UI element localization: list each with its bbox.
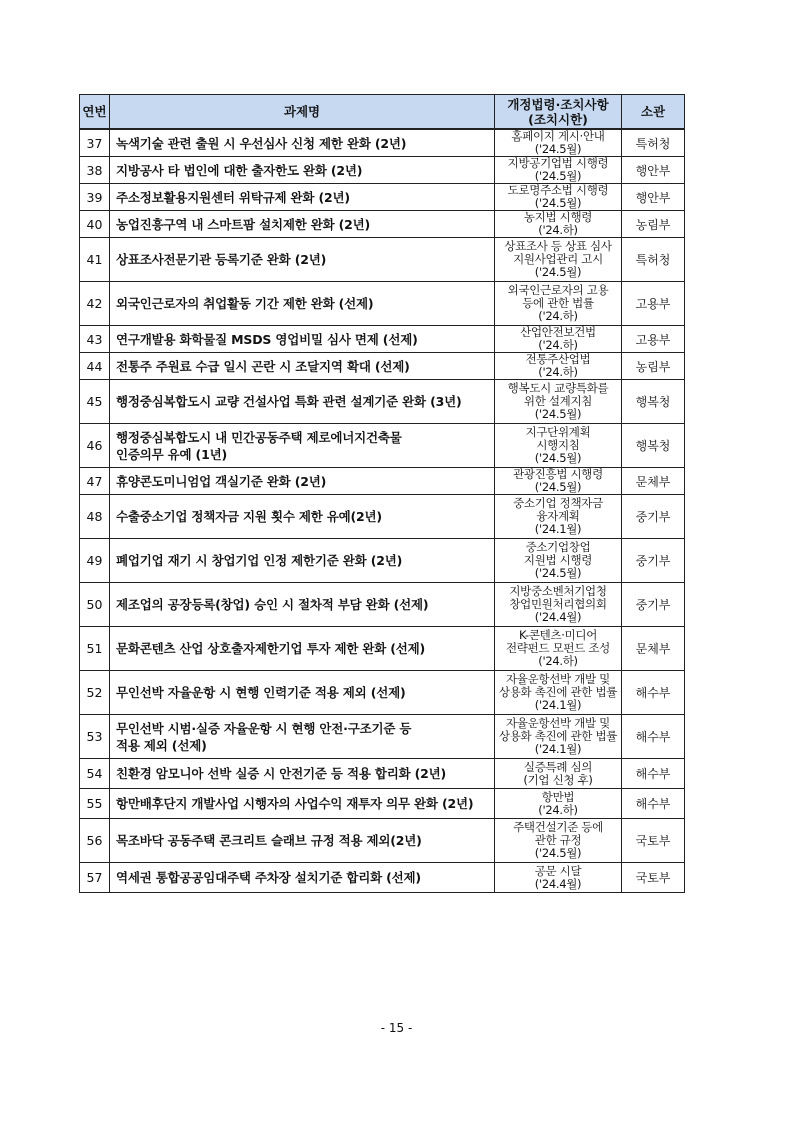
row-dept: 중기부 xyxy=(622,539,685,583)
row-number: 39 xyxy=(80,184,110,211)
row-number: 55 xyxy=(80,789,110,819)
row-number: 44 xyxy=(80,353,110,380)
row-dept: 고용부 xyxy=(622,282,685,326)
row-law: 도로명주소법 시행령 ('24.5월) xyxy=(495,184,622,211)
table-row xyxy=(80,819,685,863)
row-number: 50 xyxy=(80,583,110,627)
table-row xyxy=(80,583,685,627)
row-dept: 문체부 xyxy=(622,468,685,495)
table-row xyxy=(80,211,685,238)
row-number: 45 xyxy=(80,380,110,424)
row-title: 역세권 통합공공임대주택 주차장 설치기준 합리화 (선제) xyxy=(110,863,495,893)
table-row xyxy=(80,424,685,468)
row-dept: 해수부 xyxy=(622,715,685,759)
row-number: 46 xyxy=(80,424,110,468)
table-row xyxy=(80,326,685,353)
table-row xyxy=(80,238,685,282)
header-no: 연번 xyxy=(80,95,110,130)
regulation-table xyxy=(79,94,685,893)
row-law: 자율운항선박 개발 및 상용화 촉진에 관한 법률 ('24.1월) xyxy=(495,671,622,715)
row-law: K-콘텐츠·미디어 전략펀드 모펀드 조성 ('24.하) xyxy=(495,627,622,671)
row-number: 47 xyxy=(80,468,110,495)
row-title: 외국인근로자의 취업활동 기간 제한 완화 (선제) xyxy=(110,282,495,326)
row-dept: 고용부 xyxy=(622,326,685,353)
table-row xyxy=(80,157,685,184)
row-law: 외국인근로자의 고용 등에 관한 법률 ('24.하) xyxy=(495,282,622,326)
row-title: 무인선박 자율운항 시 현행 인력기준 적용 제외 (선제) xyxy=(110,671,495,715)
table-header-row xyxy=(80,95,685,130)
header-title: 과제명 xyxy=(110,95,495,130)
row-title: 무인선박 시범·실증 자율운항 시 현행 안전·구조기준 등 적용 제외 (선제) xyxy=(110,715,495,759)
row-law: 실증특례 심의 (기업 신청 후) xyxy=(495,759,622,789)
table-row xyxy=(80,627,685,671)
header-dept: 소관 xyxy=(622,95,685,130)
row-law: 농지법 시행령 ('24.하) xyxy=(495,211,622,238)
row-law: 공문 시달 ('24.4월) xyxy=(495,863,622,893)
row-number: 52 xyxy=(80,671,110,715)
row-dept: 특허청 xyxy=(622,129,685,157)
row-dept: 행안부 xyxy=(622,157,685,184)
row-number: 51 xyxy=(80,627,110,671)
row-law: 행복도시 교량특화를 위한 설계지침 ('24.5월) xyxy=(495,380,622,424)
table-row xyxy=(80,380,685,424)
row-title: 항만배후단지 개발사업 시행자의 사업수익 재투자 의무 완화 (2년) xyxy=(110,789,495,819)
row-law: 중소기업창업 지원법 시행령 ('24.5월) xyxy=(495,539,622,583)
row-dept: 해수부 xyxy=(622,789,685,819)
table-row xyxy=(80,495,685,539)
row-dept: 중기부 xyxy=(622,495,685,539)
row-law: 지방중소벤처기업청 창업민원처리협의회 ('24.4월) xyxy=(495,583,622,627)
row-dept: 행복청 xyxy=(622,424,685,468)
row-dept: 국토부 xyxy=(622,819,685,863)
row-number: 40 xyxy=(80,211,110,238)
table-row xyxy=(80,715,685,759)
row-law: 지방공기업법 시행령 ('24.5월) xyxy=(495,157,622,184)
row-law: 항만법 ('24.하) xyxy=(495,789,622,819)
row-dept: 해수부 xyxy=(622,759,685,789)
header-law: 개정법령·조치사항 (조치시한) xyxy=(495,95,622,130)
row-title: 목조바닥 공동주택 콘크리트 슬래브 규정 적용 제외(2년) xyxy=(110,819,495,863)
row-number: 42 xyxy=(80,282,110,326)
row-dept: 행안부 xyxy=(622,184,685,211)
row-number: 53 xyxy=(80,715,110,759)
row-law: 주택건설기준 등에 관한 규정 ('24.5월) xyxy=(495,819,622,863)
row-title: 행정중심복합도시 교량 건설사업 특화 관련 설계기준 완화 (3년) xyxy=(110,380,495,424)
row-law: 자율운항선박 개발 및 상용화 촉진에 관한 법률 ('24.1월) xyxy=(495,715,622,759)
row-dept: 문체부 xyxy=(622,627,685,671)
row-number: 43 xyxy=(80,326,110,353)
table-row xyxy=(80,282,685,326)
table-row xyxy=(80,184,685,211)
table-row xyxy=(80,468,685,495)
row-law: 지구단위계획 시행지침 ('24.5월) xyxy=(495,424,622,468)
row-title: 녹색기술 관련 출원 시 우선심사 신청 제한 완화 (2년) xyxy=(110,129,495,157)
row-title: 연구개발용 화학물질 MSDS 영업비밀 심사 면제 (선제) xyxy=(110,326,495,353)
table-row xyxy=(80,759,685,789)
table-row xyxy=(80,789,685,819)
row-title: 행정중심복합도시 내 민간공동주택 제로에너지건축물 인증의무 유예 (1년) xyxy=(110,424,495,468)
row-title: 지방공사 타 법인에 대한 출자한도 완화 (2년) xyxy=(110,157,495,184)
row-law: 상표조사 등 상표 심사 지원사업관리 고시 ('24.5월) xyxy=(495,238,622,282)
table-row xyxy=(80,671,685,715)
row-dept: 행복청 xyxy=(622,380,685,424)
row-title: 친환경 암모니아 선박 실증 시 안전기준 등 적용 합리화 (2년) xyxy=(110,759,495,789)
row-title: 제조업의 공장등록(창업) 승인 시 절차적 부담 완화 (선제) xyxy=(110,583,495,627)
page-number: - 15 - xyxy=(380,1021,413,1035)
row-law: 관광진흥법 시행령 ('24.5월) xyxy=(495,468,622,495)
row-number: 38 xyxy=(80,157,110,184)
table-row xyxy=(80,539,685,583)
row-law: 전통주산업법 ('24.하) xyxy=(495,353,622,380)
row-title: 문화콘텐츠 산업 상호출자제한기업 투자 제한 완화 (선제) xyxy=(110,627,495,671)
row-dept: 국토부 xyxy=(622,863,685,893)
row-law: 산업안전보건법 ('24.하) xyxy=(495,326,622,353)
row-title: 전통주 주원료 수급 일시 곤란 시 조달지역 확대 (선제) xyxy=(110,353,495,380)
row-dept: 농림부 xyxy=(622,353,685,380)
row-title: 폐업기업 재기 시 창업기업 인정 제한기준 완화 (2년) xyxy=(110,539,495,583)
row-dept: 농림부 xyxy=(622,211,685,238)
row-number: 41 xyxy=(80,238,110,282)
row-number: 56 xyxy=(80,819,110,863)
row-dept: 중기부 xyxy=(622,583,685,627)
table-row xyxy=(80,353,685,380)
row-title: 수출중소기업 정책자금 지원 횟수 제한 유예(2년) xyxy=(110,495,495,539)
row-number: 54 xyxy=(80,759,110,789)
table-row xyxy=(80,863,685,893)
row-title: 상표조사전문기관 등록기준 완화 (2년) xyxy=(110,238,495,282)
row-number: 37 xyxy=(80,129,110,157)
row-dept: 해수부 xyxy=(622,671,685,715)
row-title: 농업진흥구역 내 스마트팜 설치제한 완화 (2년) xyxy=(110,211,495,238)
row-law: 중소기업 정책자금 융자계획 ('24.1월) xyxy=(495,495,622,539)
row-title: 주소정보활용지원센터 위탁규제 완화 (2년) xyxy=(110,184,495,211)
row-title: 휴양콘도미니엄업 객실기준 완화 (2년) xyxy=(110,468,495,495)
row-number: 57 xyxy=(80,863,110,893)
row-number: 49 xyxy=(80,539,110,583)
row-dept: 특허청 xyxy=(622,238,685,282)
row-number: 48 xyxy=(80,495,110,539)
row-law: 홈페이지 게시·안내 ('24.5월) xyxy=(495,129,622,157)
table-row xyxy=(80,129,685,157)
